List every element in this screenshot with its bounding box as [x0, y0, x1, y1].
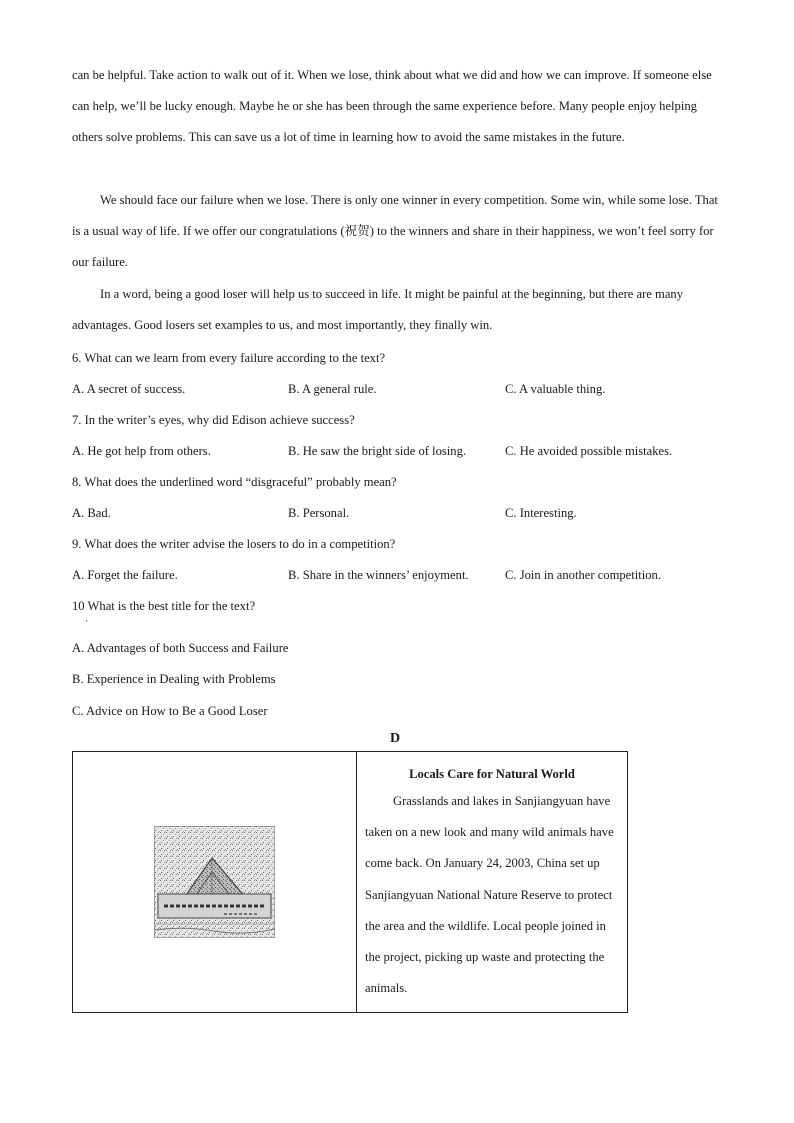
passage-paragraph-2: We should face our failure when we lose. There is only one winner in every competition. Some win, while some lose. That is a usual way of life. If we offer our congratulations (祝贺) to the winners and share in their happiness, we won’t feel sorry for our failure.	[72, 193, 718, 270]
question-8: 8. What does the underlined word “disgraceful” probably mean?	[72, 475, 397, 489]
question-7-option-a: A. He got help from others.	[72, 444, 211, 458]
question-6-option-b: B. A general rule.	[288, 382, 377, 396]
passage-paragraph-3: In a word, being a good loser will help us to succeed in life. It might be painful at the beginning, but there are many advantages. Good losers set examples to us, and most importantly, they finally win.	[72, 287, 684, 333]
question-7-option-c: C. He avoided possible mistakes.	[505, 444, 673, 458]
question-8-option-c: C. Interesting.	[505, 506, 577, 520]
question-9-option-b: B. Share in the winners’ enjoyment.	[288, 568, 469, 582]
article-cell	[357, 752, 628, 1013]
section-label: D	[390, 731, 401, 746]
article-title: Locals Care for Natural World	[409, 767, 575, 781]
question-10-option-c: C. Advice on How to Be a Good Loser	[72, 704, 268, 718]
question-9-option-a: A. Forget the failure.	[72, 568, 178, 582]
question-6-option-c: C. A valuable thing.	[505, 382, 606, 396]
question-9-option-c: C. Join in another competition.	[505, 568, 662, 582]
question-6: 6. What can we learn from every failure according to the text?	[72, 351, 386, 365]
question-10-option-b: B. Experience in Dealing with Problems	[72, 672, 276, 686]
question-7-option-b: B. He saw the bright side of losing.	[288, 444, 467, 458]
nature-reserve-photo	[154, 826, 275, 938]
article-body: Grasslands and lakes in Sanjiangyuan have taken on a new look and many wild animals have come back. On January 24, 2003, China set up Sanjiangyuan National Nature Reserve to protect the area and the wildlife. Local people joined in the project, picking up waste and protecting the animals.	[365, 794, 614, 996]
question-6-option-a: A. A secret of success.	[72, 382, 186, 396]
question-7: 7. In the writer’s eyes, why did Edison achieve success?	[72, 413, 355, 427]
question-8-option-a: A. Bad.	[72, 506, 111, 520]
question-9: 9. What does the writer advise the losers to do in a competition?	[72, 537, 396, 551]
passage-paragraph-1: can be helpful. Take action to walk out of it. When we lose, think about what we did and how we can improve. If someone else can help, we’ll be lucky enough. Maybe he or she has been through the same experience before. Many people enjoy helping others solve problems. This can save us a lot of time in learning how to avoid the same mistakes in the future.	[72, 68, 712, 145]
photo-cell	[73, 752, 357, 1013]
question-8-option-b: B. Personal.	[288, 506, 350, 520]
stray-dot-mark: ·	[85, 616, 88, 626]
question-10: 10 What is the best title for the text?	[72, 599, 256, 613]
article-table	[72, 751, 628, 1013]
question-10-option-a: A. Advantages of both Success and Failure	[72, 641, 289, 655]
